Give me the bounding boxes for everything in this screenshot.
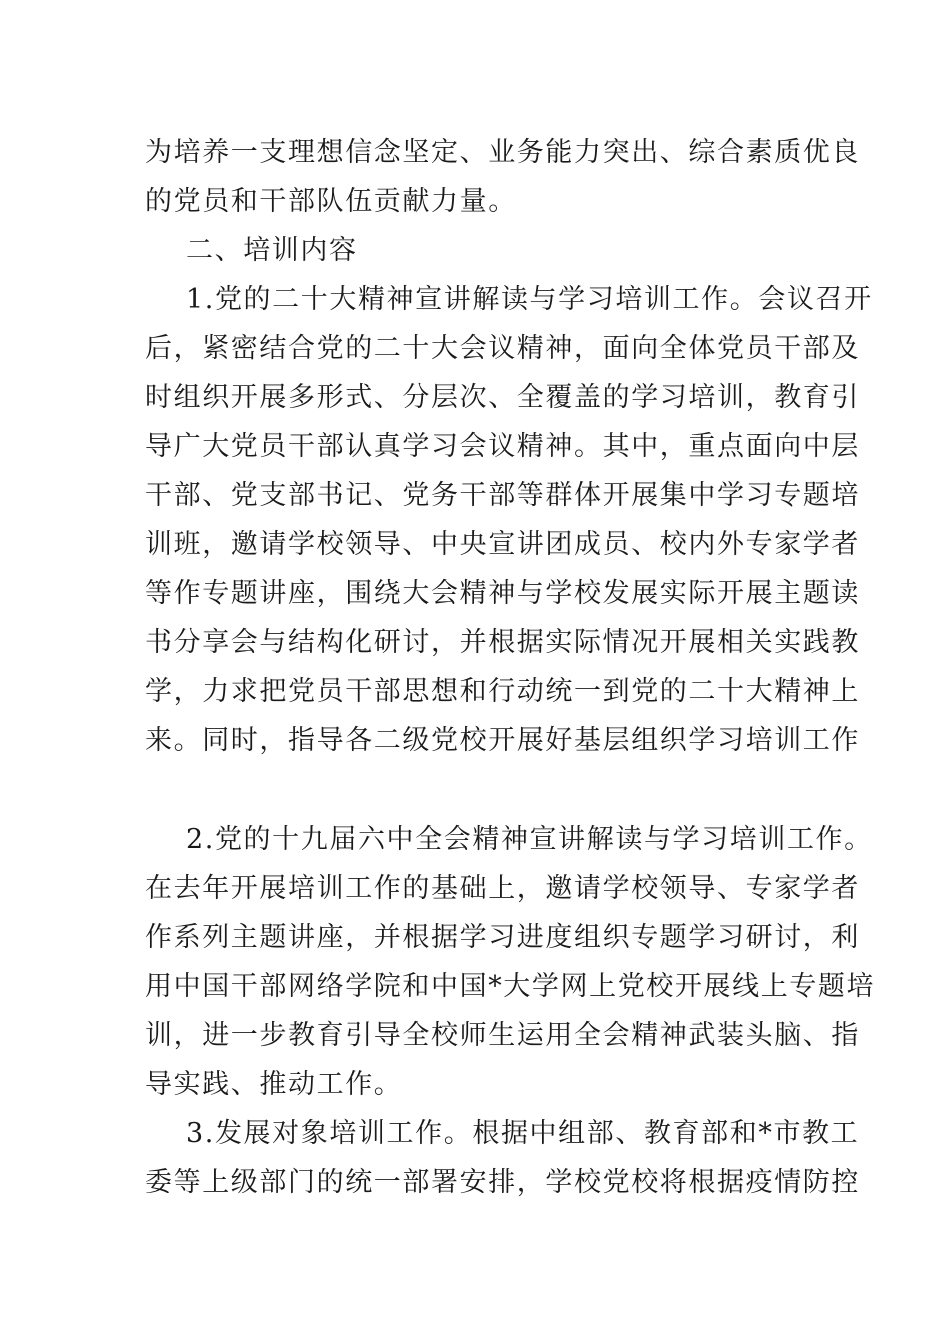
text-line: 时组织开展多形式、分层次、全覆盖的学习培训，教育引 [145, 382, 860, 413]
section-heading: 二、培训内容 [186, 235, 358, 266]
text-line: 等作专题讲座，围绕大会精神与学校发展实际开展主题读 [145, 578, 860, 609]
text-line: 用中国干部网络学院和中国*大学网上党校开展线上专题培 [145, 971, 876, 1002]
text-line: 2.党的十九届六中全会精神宣讲解读与学习培训工作。 [186, 824, 873, 855]
text-line: 委等上级部门的统一部署安排，学校党校将根据疫情防控 [145, 1167, 860, 1198]
text-line: 的党员和干部队伍贡献力量。 [145, 186, 517, 217]
text-line: 学，力求把党员干部思想和行动统一到党的二十大精神上 [145, 676, 860, 707]
text-line: 干部、党支部书记、党务干部等群体开展集中学习专题培 [145, 480, 860, 511]
text-line: 来。同时，指导各二级党校开展好基层组织学习培训工作 [145, 725, 860, 756]
text-line: 训，进一步教育引导全校师生运用全会精神武装头脑、指 [145, 1020, 860, 1051]
text-line: 导广大党员干部认真学习会议精神。其中，重点面向中层 [145, 431, 860, 462]
text-line: 训班，邀请学校领导、中央宣讲团成员、校内外专家学者 [145, 529, 860, 560]
text-line: 书分享会与结构化研讨，并根据实际情况开展相关实践教 [145, 627, 860, 658]
text-line: 3.发展对象培训工作。根据中组部、教育部和*市教工 [186, 1118, 860, 1149]
text-line: 1.党的二十大精神宣讲解读与学习培训工作。会议召开 [186, 284, 873, 315]
text-line: 在去年开展培训工作的基础上，邀请学校领导、专家学者 [145, 873, 860, 904]
text-line: 后，紧密结合党的二十大会议精神，面向全体党员干部及 [145, 333, 860, 364]
text-line: 导实践、推动工作。 [145, 1069, 403, 1100]
text-line: 作系列主题讲座，并根据学习进度组织专题学习研讨，利 [145, 922, 860, 953]
text-line: 为培养一支理想信念坚定、业务能力突出、综合素质优良 [145, 137, 860, 168]
